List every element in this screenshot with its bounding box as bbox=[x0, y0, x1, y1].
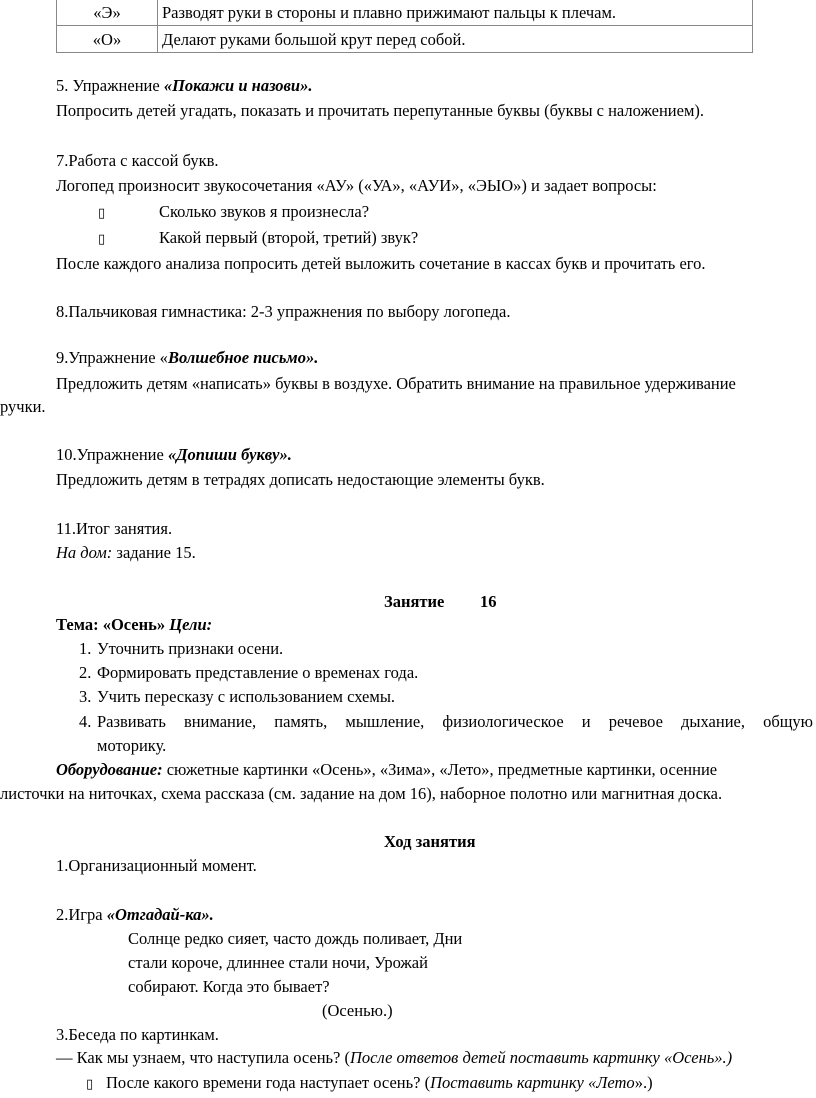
lesson-word: Занятие bbox=[384, 592, 445, 611]
goal-item: Формировать представление о временах года. bbox=[97, 663, 419, 682]
step3-title: 3.Беседа по картинкам. bbox=[56, 1025, 219, 1044]
table-cell-letter: «О» bbox=[57, 26, 158, 53]
goal-item: Учить пересказу с использованием схемы. bbox=[97, 687, 396, 706]
goal-number: 4. bbox=[79, 712, 92, 731]
theme-label: Тема: «Осень» bbox=[56, 615, 170, 634]
ex9-prefix: 9.Упражнение « bbox=[56, 348, 168, 367]
exercise-table bbox=[56, 0, 753, 53]
equipment-text-2: листочки на ниточках, схема рассказа (см. задание на дом 16), наборное полотно или магнитная доска. bbox=[0, 784, 723, 803]
lesson-number: 16 bbox=[480, 592, 497, 611]
question-end: ».) bbox=[634, 1073, 653, 1092]
step3-question-2 bbox=[106, 1071, 653, 1094]
ex11-title: 11.Итог занятия. bbox=[56, 519, 173, 538]
ex7-title: 7.Работа с кассой букв. bbox=[56, 151, 219, 170]
ex9-title: Волшебное письмо». bbox=[167, 348, 319, 367]
table-cell-text: Делают руками большой крут перед собой. bbox=[158, 26, 753, 53]
ex7-bullet-2: Какой первый (второй, третий) звук? bbox=[159, 228, 419, 247]
ex11-homework bbox=[56, 541, 196, 564]
table-cell-letter: «Э» bbox=[57, 0, 158, 26]
riddle-line: собирают. Когда это бывает? bbox=[128, 977, 330, 996]
equipment-label: Оборудование: bbox=[56, 760, 163, 779]
course-title: Ход занятия bbox=[384, 832, 476, 851]
question-text: — Как мы узнаем, что наступила осень? ( bbox=[56, 1048, 351, 1067]
question-note: Поставить картинку «Лето bbox=[430, 1073, 635, 1092]
ex5-title: «Покажи и назови». bbox=[163, 76, 313, 95]
ex10-heading bbox=[56, 443, 292, 466]
ex9-heading bbox=[56, 346, 318, 369]
riddle-answer: (Осенью.) bbox=[322, 1001, 393, 1020]
riddle-line: Солнце редко сияет, часто дождь поливает, Дни bbox=[128, 929, 463, 948]
homework-text: задание 15. bbox=[112, 543, 196, 562]
goals-label: Цели: bbox=[169, 615, 213, 634]
question-text: После какого времени года наступает осень? ( bbox=[106, 1073, 431, 1092]
equipment-text: сюжетные картинки «Осень», «Зима», «Лето», предметные картинки, осенние bbox=[162, 760, 718, 779]
ex7-bullet-1: Сколько звуков я произнесла? bbox=[159, 202, 370, 221]
step3-question-1 bbox=[56, 1046, 732, 1069]
goal-number: 3. bbox=[79, 687, 92, 706]
ex7-text-2: После каждого анализа попросить детей выложить сочетание в кассах букв и прочитать его. bbox=[56, 254, 706, 273]
ex9-text: Предложить детям «написать» буквы в воздухе. Обратить внимание на правильное удерживание bbox=[56, 374, 736, 393]
table-row bbox=[57, 0, 753, 26]
ex5-text: Попросить детей угадать, показать и прочитать перепутанные буквы (буквы с наложением). bbox=[56, 101, 705, 120]
theme-line bbox=[56, 613, 212, 636]
ex5-heading bbox=[56, 74, 312, 97]
table-cell-text: Разводят руки в стороны и плавно прижимают пальцы к плечам. bbox=[158, 0, 753, 26]
bullet-icon: ▯ bbox=[86, 1077, 94, 1092]
goal-item: Уточнить признаки осени. bbox=[97, 639, 284, 658]
goal-number: 1. bbox=[79, 639, 92, 658]
ex8-text: 8.Пальчиковая гимнастика: 2-3 упражнения по выбору логопеда. bbox=[56, 302, 511, 321]
ex10-prefix: 10.Упражнение bbox=[56, 445, 168, 464]
bullet-icon: ▯ bbox=[98, 232, 106, 247]
equipment-line bbox=[56, 758, 717, 781]
step2-prefix: 2.Игра bbox=[56, 905, 107, 924]
goal-item-cont: моторику. bbox=[97, 736, 167, 755]
step2-title: «Отгадай-ка». bbox=[106, 905, 214, 924]
step1-text: 1.Организационный момент. bbox=[56, 856, 257, 875]
step2-heading bbox=[56, 903, 214, 926]
ex10-text: Предложить детям в тетрадях дописать недостающие элементы букв. bbox=[56, 470, 545, 489]
ex10-title: «Допиши букву». bbox=[167, 445, 292, 464]
goal-number: 2. bbox=[79, 663, 92, 682]
ex9-text-2: ручки. bbox=[0, 397, 46, 416]
ex7-text: Логопед произносит звукосочетания «АУ» («УА», «АУИ», «ЭЫО») и задает вопросы: bbox=[56, 176, 657, 195]
question-note: После ответов детей поставить картинку «Осень».) bbox=[350, 1048, 733, 1067]
table-row bbox=[57, 26, 753, 53]
goal-item: Развивать внимание, память, мышление, физиологическое и речевое дыхание, общую bbox=[97, 712, 813, 731]
bullet-icon: ▯ bbox=[98, 206, 106, 221]
ex5-prefix: 5. Упражнение bbox=[56, 76, 164, 95]
homework-label: На дом: bbox=[56, 543, 113, 562]
riddle-line: стали короче, длиннее стали ночи, Урожай bbox=[128, 953, 428, 972]
